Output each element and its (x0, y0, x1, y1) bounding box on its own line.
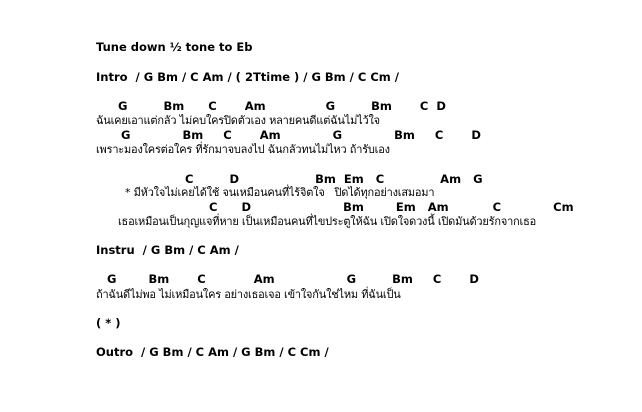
tuning-note: Tune down ½ tone to Eb (96, 40, 253, 54)
bridge-chords: G Bm C Am G Bm C D (107, 272, 479, 286)
repeat-marker: ( * ) (96, 316, 121, 330)
outro-line: Outro / G Bm / C Am / G Bm / C Cm / (96, 345, 329, 359)
chorus-lyric-2: เธอเหมือนเป็นกุญแจที่หาย เป็นเหมือนคนที่ไขประตูให้ฉัน เปิดใจดวงนี้ เปิดมันด้วยรักจากเธอ (118, 215, 536, 228)
chorus-chords-1: C D Bm Em C Am G (185, 172, 483, 186)
bridge-lyric: ถ้าฉันดีไม่พอ ไม่เหมือนใคร อย่างเธอเจอ เข้าใจกันใช่ไหม ที่ฉันเป็น (96, 288, 401, 301)
verse-chords-2: G Bm C Am G Bm C D (121, 128, 481, 142)
instru-line: Instru / G Bm / C Am / (96, 243, 239, 257)
chorus-chords-2: C D Bm Em Am C Cm (209, 200, 574, 214)
intro-line: Intro / G Bm / C Am / ( 2Ttime ) / G Bm / C Cm / (96, 70, 399, 84)
verse-lyric-1: ฉันเคยเอาแต่กลัว ไม่คบใครปิดตัวเอง หลายคนดีแต่ฉันไม่ไว้ใจ (96, 114, 380, 127)
verse-lyric-2: เพราะมองใครต่อใคร ที่รักมาจบลงไป ฉันกลัวทนไม่ไหว ถ้ารับเอง (96, 143, 390, 156)
chorus-lyric-1: * มีหัวใจไม่เคยได้ใช้ จนเหมือนคนที่ไร้จิตใจ ปิดได้ทุกอย่างเสมอมา (125, 186, 435, 199)
verse-chords-1: G Bm C Am G Bm C D (118, 99, 446, 113)
